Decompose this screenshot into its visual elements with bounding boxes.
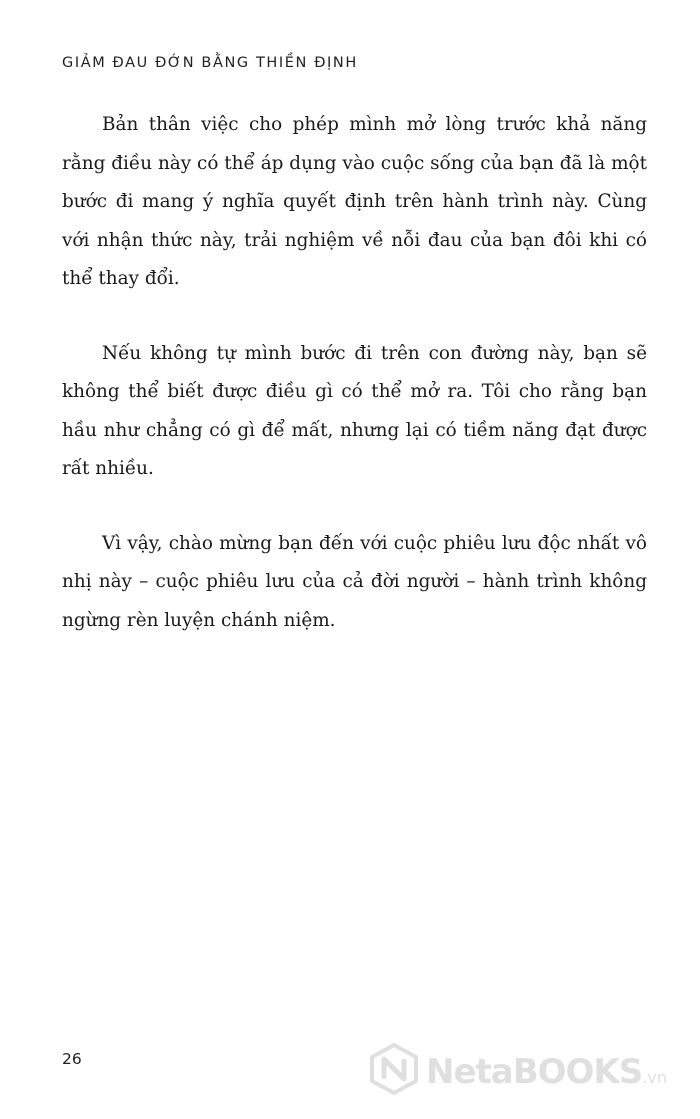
paragraph-2: Nếu không tự mình bước đi trên con đường này, bạn sẽ không thể biết được điều gì có thể mở ra. Tôi cho rằng bạn hầu như chẳng có gì để mất, nhưng lại có tiềm năng đạt được rất nhiều. bbox=[62, 342, 647, 479]
watermark bbox=[368, 1043, 667, 1100]
running-header: GIẢM ĐAU ĐỚN BẰNG THIỀN ĐỊNH bbox=[62, 55, 358, 71]
paragraph-3: Vì vậy, chào mừng bạn đến với cuộc phiêu lưu độc nhất vô nhị này – cuộc phiêu lưu của cả đời người – hành trình không ngừng rèn luyện chánh niệm. bbox=[62, 532, 647, 631]
paragraph-1: Bản thân việc cho phép mình mở lòng trước khả năng rằng điều này có thể áp dụng vào cuộc sống của bạn đã là một bước đi mang ý nghĩa quyết định trên hành trình này. Cùng với nhận thức này, trải nghiệm về nỗi đau của bạn đôi khi có thể thay đổi. bbox=[62, 114, 647, 289]
page-number: 26 bbox=[62, 1050, 82, 1068]
body-text bbox=[62, 106, 647, 676]
watermark-suffix: .vn bbox=[642, 1067, 667, 1087]
watermark-brand-name: NetaBOOKS bbox=[426, 1051, 643, 1092]
netabooks-logo-icon bbox=[368, 1043, 420, 1100]
watermark-brand bbox=[426, 1052, 667, 1092]
